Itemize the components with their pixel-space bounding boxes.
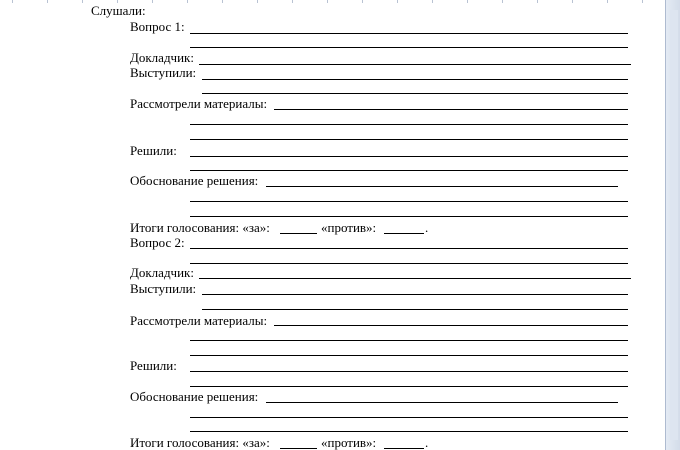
votes-against-field[interactable] [384, 448, 424, 449]
answer-line[interactable] [199, 64, 631, 65]
justification-label: Обоснование решения: [130, 389, 259, 404]
scrollbar-track[interactable] [670, 10, 678, 440]
answer-line[interactable] [190, 340, 628, 341]
question-label: Вопрос 2: [130, 235, 185, 250]
against-label: «против»: [321, 435, 377, 450]
answer-line[interactable] [202, 309, 628, 310]
speaker-label: Докладчик: [130, 265, 194, 280]
answer-line[interactable] [190, 431, 628, 432]
answer-line[interactable] [274, 325, 628, 326]
answer-line[interactable] [190, 201, 628, 202]
answer-line[interactable] [190, 124, 628, 125]
question-label: Вопрос 1: [130, 19, 185, 34]
vertical-scrollbar[interactable] [665, 0, 680, 450]
answer-line[interactable] [190, 248, 628, 249]
answer-line[interactable] [190, 33, 628, 34]
answer-line[interactable] [190, 417, 628, 418]
spoke-label: Выступили: [130, 281, 197, 296]
answer-line[interactable] [190, 156, 628, 157]
answer-line[interactable] [202, 294, 628, 295]
speaker-label: Докладчик: [130, 50, 194, 65]
voting-label: Итоги голосования: «за»: [130, 220, 270, 235]
materials-label: Рассмотрели материалы: [130, 313, 268, 328]
justification-label: Обоснование решения: [130, 173, 259, 188]
voting-label: Итоги голосования: «за»: [130, 435, 270, 450]
answer-line[interactable] [190, 371, 628, 372]
spoke-label: Выступили: [130, 65, 197, 80]
voting-end-mark: . [425, 220, 429, 235]
answer-line[interactable] [190, 386, 628, 387]
materials-label: Рассмотрели материалы: [130, 96, 268, 111]
answer-line[interactable] [266, 402, 618, 403]
decided-label: Решили: [130, 143, 177, 158]
answer-line[interactable] [199, 278, 631, 279]
votes-against-field[interactable] [384, 233, 424, 234]
answer-line[interactable] [202, 93, 628, 94]
decided-label: Решили: [130, 358, 177, 373]
against-label: «против»: [321, 220, 377, 235]
answer-line[interactable] [202, 79, 628, 80]
answer-line[interactable] [274, 109, 628, 110]
answer-line[interactable] [190, 170, 628, 171]
heard-label: Слушали: [91, 3, 146, 18]
votes-for-field[interactable] [280, 448, 317, 449]
answer-line[interactable] [190, 139, 628, 140]
voting-end-mark: . [425, 435, 429, 450]
answer-line[interactable] [190, 216, 628, 217]
answer-line[interactable] [190, 355, 628, 356]
answer-line[interactable] [190, 47, 628, 48]
answer-line[interactable] [266, 186, 618, 187]
votes-for-field[interactable] [280, 233, 317, 234]
answer-line[interactable] [190, 263, 628, 264]
